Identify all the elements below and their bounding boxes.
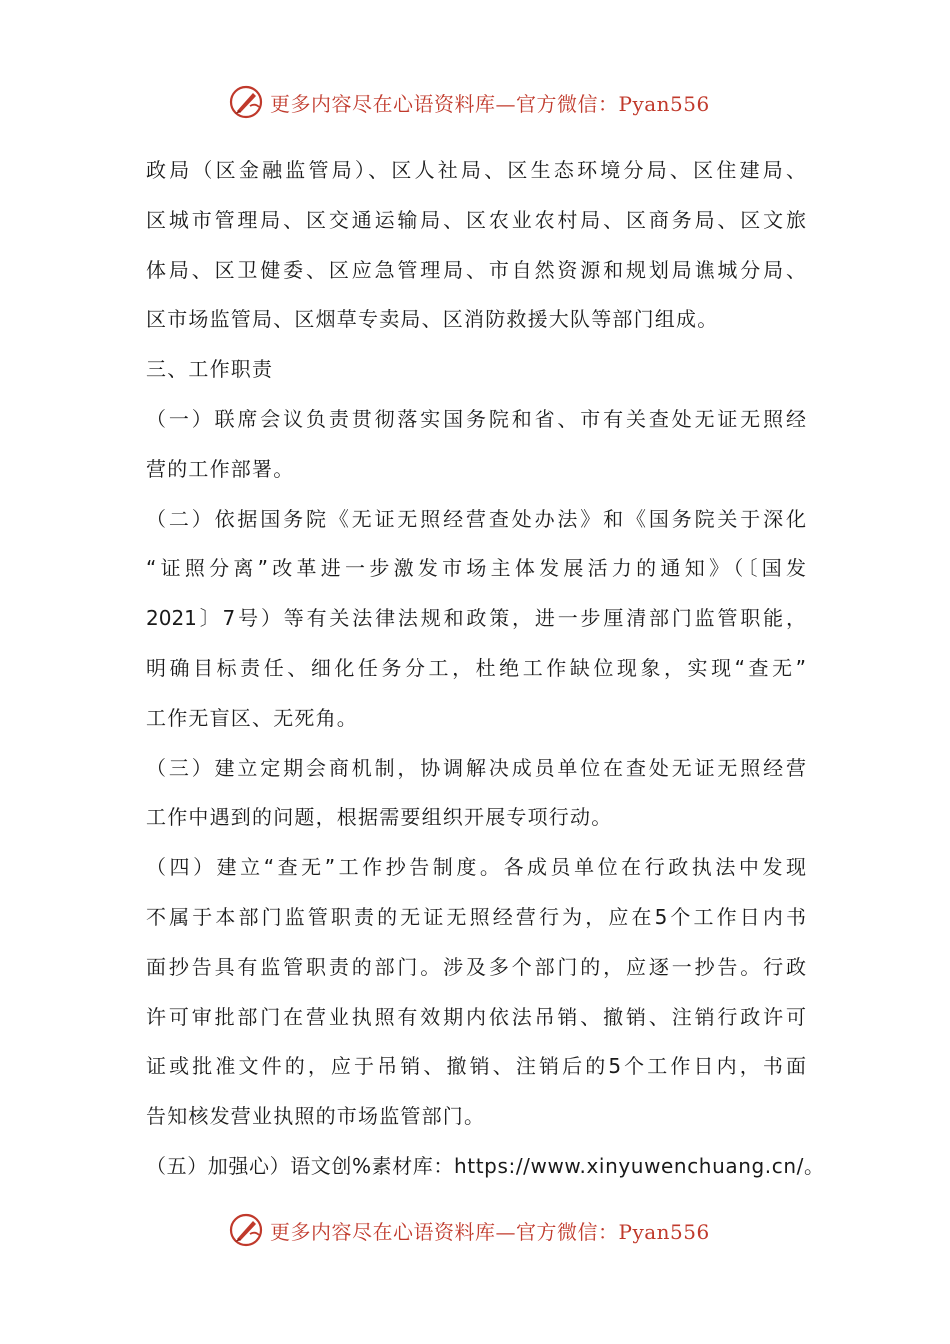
body-line: 工作无盲区、无死角。 — [146, 705, 358, 730]
body-line: 证或批准文件的，应于吊销、撤销、注销后的5个工作日内，书面 — [146, 1054, 806, 1079]
body-line: 工作中遇到的问题，根据需要组织开展专项行动。 — [146, 805, 613, 830]
body-line: 体局、区卫健委、区应急管理局、市自然资源和规划局谯城分局、 — [146, 257, 806, 282]
footer-banner — [228, 1210, 748, 1250]
body-line: （二）依据国务院《无证无照经营查处办法》和《国务院关于深化 — [146, 506, 806, 531]
pen-logo-icon — [228, 1212, 264, 1248]
body-line: 告知核发营业执照的市场监管部门。 — [146, 1104, 486, 1129]
body-line: 营的工作部署。 — [146, 456, 295, 481]
body-line: （一）联席会议负责贯彻落实国务院和省、市有关查处无证无照经 — [146, 406, 806, 431]
body-line: 不属于本部门监管职责的无证无照经营行为，应在5个工作日内书 — [146, 904, 806, 929]
body-line: 区市场监管局、区烟草专卖局、区消防救援大队等部门组成。 — [146, 307, 719, 332]
header-banner-text: 更多内容尽在心语资料库—官方微信：Pyan556 — [270, 91, 710, 116]
body-line: 明确目标责任、细化任务分工，杜绝工作缺位现象，实现“查无” — [146, 655, 806, 680]
body-line: 面抄告具有监管职责的部门。涉及多个部门的，应逐一抄告。行政 — [146, 954, 806, 979]
section-heading: 三、工作职责 — [146, 357, 274, 382]
body-line: （三）建立定期会商机制，协调解决成员单位在查处无证无照经营 — [146, 755, 806, 780]
document-body — [146, 146, 825, 1192]
body-line: （四）建立“查无”工作抄告制度。各成员单位在行政执法中发现 — [146, 855, 806, 880]
body-line: 许可审批部门在营业执照有效期内依法吊销、撤销、注销行政许可 — [146, 1004, 806, 1029]
body-line: 2021〕7号）等有关法律法规和政策，进一步厘清部门监管职能， — [146, 606, 806, 631]
body-line: （五）加强心）语文创%素材库：https://www.xinyuwenchuang.cn/。 — [146, 1153, 825, 1178]
header-banner — [228, 82, 748, 122]
footer-banner-text: 更多内容尽在心语资料库—官方微信：Pyan556 — [270, 1219, 710, 1244]
pen-logo-icon — [228, 84, 264, 120]
body-line: 政局（区金融监管局）、区人社局、区生态环境分局、区住建局、 — [146, 158, 806, 182]
body-line: 区城市管理局、区交通运输局、区农业农村局、区商务局、区文旅 — [146, 207, 806, 232]
body-line: “证照分离”改革进一步激发市场主体发展活力的通知》（〔国发 — [146, 556, 806, 581]
